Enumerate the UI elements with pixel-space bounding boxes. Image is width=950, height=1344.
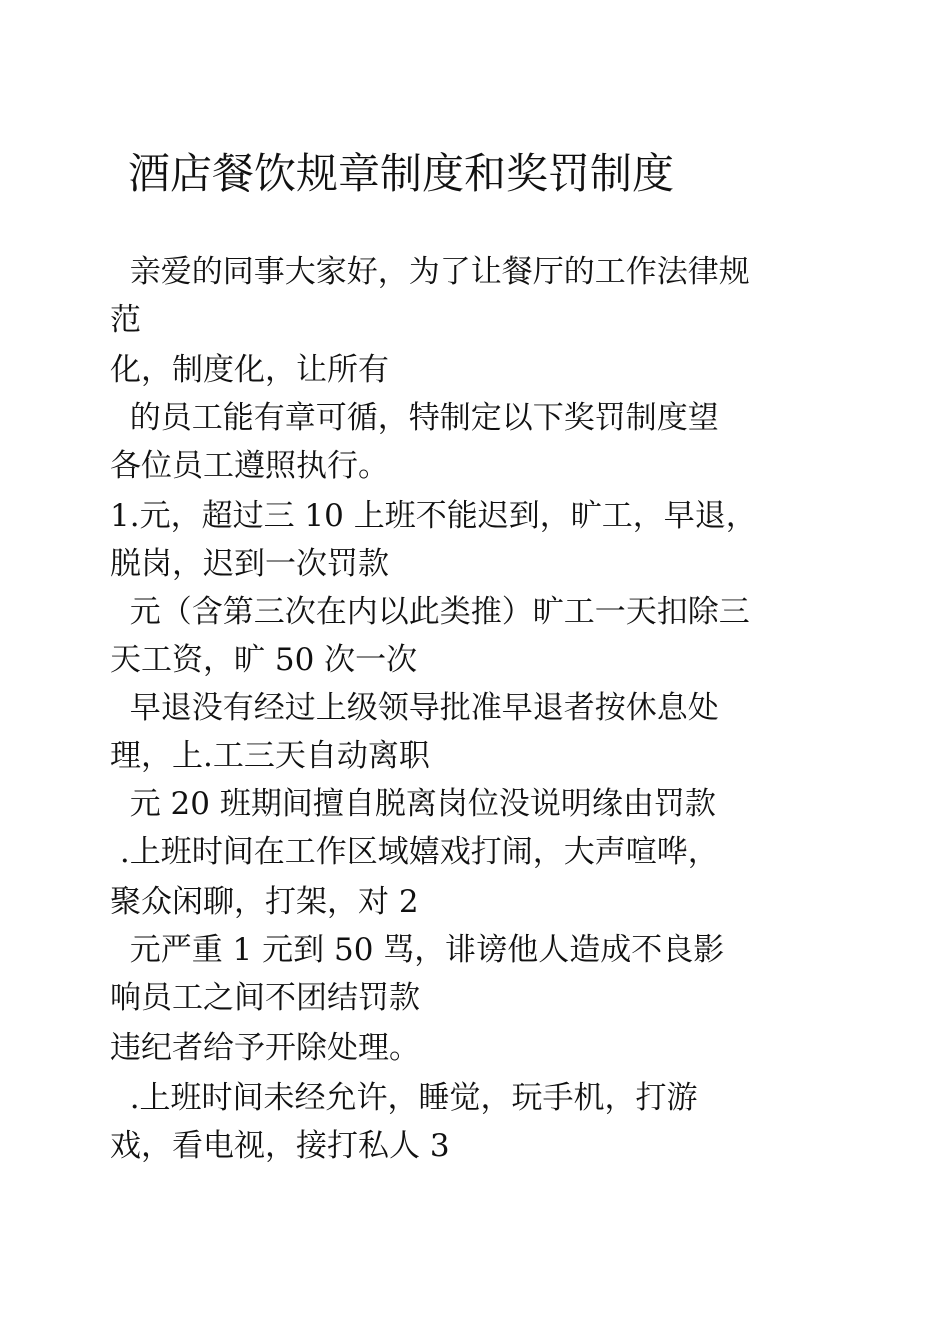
body-line: 元严重 1 元到 50 骂，诽谤他人造成不良影 [110, 932, 725, 968]
body-line: 元（含第三次在内以此类推）旷工一天扣除三 [110, 594, 750, 630]
body-line: 脱岗，迟到一次罚款 [110, 546, 389, 582]
body-line: .上班时间在工作区域嬉戏打闹，大声喧哗， [110, 834, 719, 870]
body-line: 戏，看电视，接打私人 3 [110, 1128, 450, 1164]
body-line: 的员工能有章可循，特制定以下奖罚制度望 [110, 400, 719, 436]
body-line: 1.元，超过三 10 上班不能迟到，旷工，早退， [110, 498, 757, 534]
body-line: 各位员工遵照执行。 [110, 448, 389, 484]
body-line: 理，上.工三天自动离职 [110, 738, 430, 774]
body-line: 早退没有经过上级领导批准早退者按休息处 [110, 690, 719, 726]
body-line: 化，制度化，让所有 [110, 352, 389, 388]
body-line: 聚众闲聊，打架，对 2 [110, 884, 419, 920]
body-line: 范 [110, 302, 141, 338]
body-line: 天工资，旷 50 次一次 [110, 642, 418, 678]
body-line: .上班时间未经允许，睡觉，玩手机，打游 [110, 1080, 698, 1116]
body-line: 响员工之间不团结罚款 [110, 980, 420, 1016]
body-line: 违纪者给予开除处理。 [110, 1030, 420, 1066]
body-line: 亲爱的同事大家好，为了让餐厅的工作法律规 [110, 254, 750, 290]
document-title: 酒店餐饮规章制度和奖罚制度 [128, 149, 675, 198]
body-line: 元 20 班期间擅自脱离岗位没说明缘由罚款 [110, 786, 716, 822]
